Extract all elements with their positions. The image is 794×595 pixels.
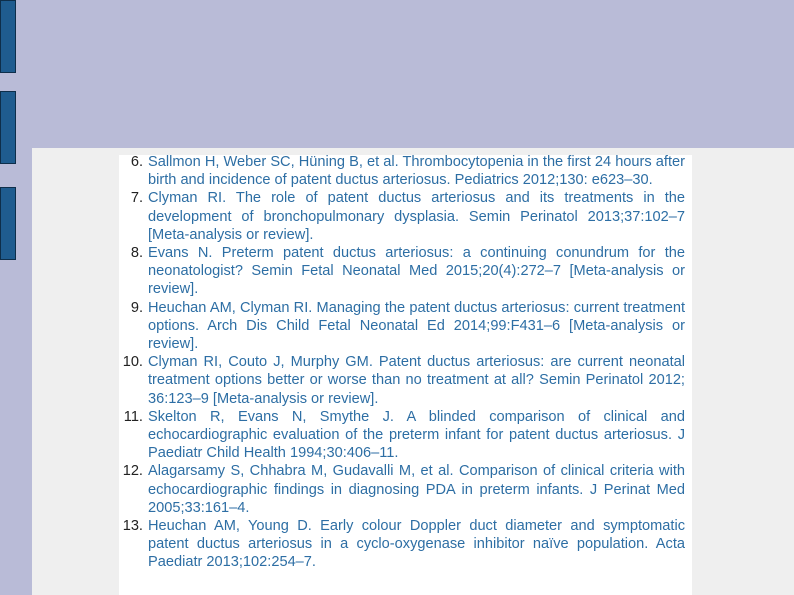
reference-number: 11. [123, 408, 143, 425]
reference-number: 10. [122, 354, 143, 371]
reference-item [119, 408, 685, 463]
reference-item [119, 517, 685, 572]
reference-number: 6. [130, 154, 143, 170]
reference-item [119, 189, 685, 244]
reference-text: Heuchan AM, Young D. Early colour Doppler duct diameter and symptomatic patent ductus arteriosus in a cyclo-oxygenase inhibitor naïve population. Acta Paediatr 2013;102:254–7. [148, 518, 685, 571]
reference-item [119, 353, 685, 408]
decorative-bar-top [0, 0, 16, 73]
reference-item [119, 462, 685, 517]
decorative-bar-middle [0, 91, 16, 164]
reference-number: 8. [130, 245, 143, 262]
reference-number: 12. [122, 463, 143, 480]
reference-text: Skelton R, Evans N, Smythe J. A blinded comparison of clinical and echocardiographic evaluation of the preterm infant for patent ductus arteriosus. J Paediatr Child Health 1994;30:406–11. [148, 408, 685, 462]
reference-text: Alagarsamy S, Chhabra M, Gudavalli M, et al. Comparison of clinical criteria with echocardiographic findings in diagnosing PDA in preterm infants. J Perinat Med 2005;33:161–4. [148, 463, 685, 516]
reference-text: Clyman RI, Couto J, Murphy GM. Patent ductus arteriosus: are current neonatal treatment options better or worse than no treatment at all? Semin Perinatol 2012; 36:123–9 [Meta-analysis or review]. [148, 354, 685, 407]
reference-number: 7. [130, 190, 143, 207]
reference-number: 9. [130, 299, 143, 316]
reference-list [119, 153, 685, 572]
decorative-bar-bottom [0, 187, 16, 260]
reference-item [119, 244, 685, 299]
reference-text: Clyman RI. The role of patent ductus arteriosus and its treatments in the development of bronchopulmonary dysplasia. Semin Perinatol 2013;37:102–7 [Meta-analysis or review]. [148, 190, 685, 243]
reference-text: Sallmon H, Weber SC, Hüning B, et al. Thrombocytopenia in the first 24 hours after birth and incidence of patent ductus arteriosus. Pediatrics 2012;130: e623–30. [148, 154, 685, 189]
reference-text: Evans N. Preterm patent ductus arteriosus: a continuing conundrum for the neonatologist? Semin Fetal Neonatal Med 2015;20(4):272–7 [Meta-analysis or review]. [148, 245, 685, 298]
reference-item [119, 299, 685, 354]
reference-text: Heuchan AM, Clyman RI. Managing the patent ductus arteriosus: current treatment options. Arch Dis Child Fetal Neonatal Ed 2014;99:F431–6 [Meta-analysis or review]. [148, 299, 685, 353]
reference-number: 13. [122, 518, 143, 535]
reference-item [119, 153, 685, 189]
